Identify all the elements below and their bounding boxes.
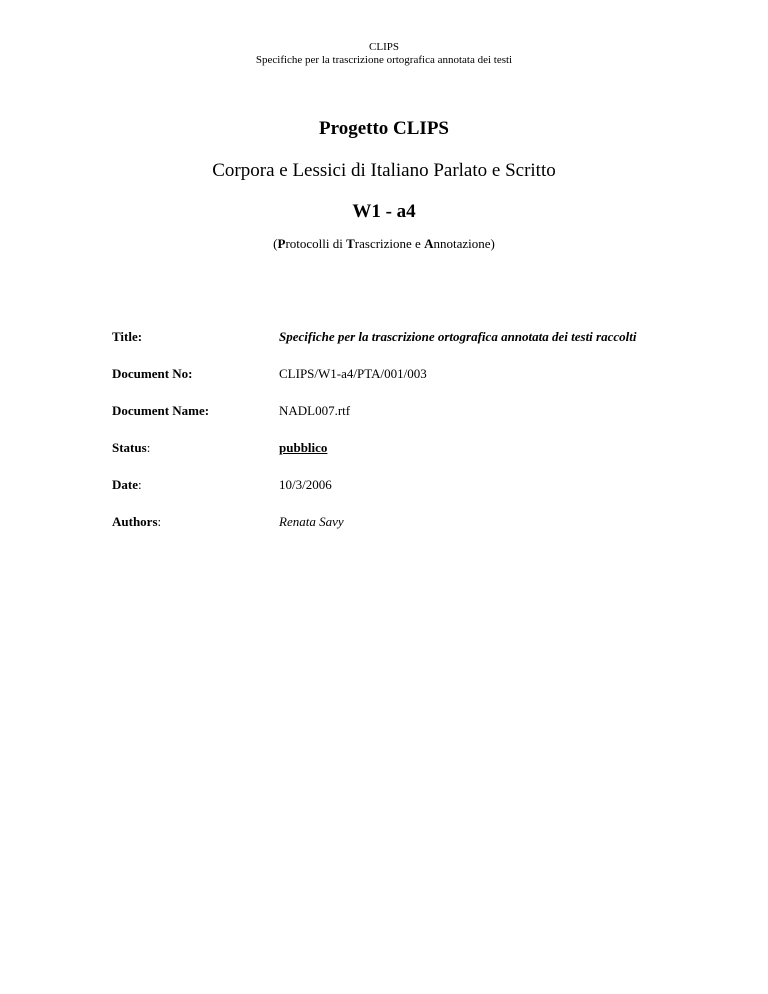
protocol-initial-t: T — [346, 236, 355, 251]
field-value-document-name: NADL007.rtf — [279, 403, 351, 418]
field-label-document-no: Document No: — [112, 366, 193, 381]
header-project: CLIPS — [369, 41, 399, 53]
field-row-authors — [112, 514, 712, 530]
field-value-authors: Renata Savy — [279, 514, 344, 529]
document-metadata-table — [112, 329, 712, 551]
work-package-code: W1 - a4 — [352, 201, 416, 222]
status-label-colon: : — [146, 440, 151, 455]
authors-label-text: Authors — [112, 514, 158, 529]
field-row-title — [112, 329, 712, 345]
field-label-status — [112, 440, 272, 456]
header-document-title: Specifiche per la trascrizione ortografica annotata dei testi — [255, 54, 513, 66]
protocol-text-2: rascrizione e — [354, 236, 425, 251]
document-title: Progetto CLIPS — [319, 118, 449, 139]
authors-label-colon: : — [157, 514, 162, 529]
field-row-document-no — [112, 366, 712, 382]
field-label-date — [112, 477, 272, 493]
field-label-authors — [112, 514, 272, 530]
protocol-initial-a: A — [424, 236, 434, 251]
field-row-document-name — [112, 403, 712, 419]
field-row-date — [112, 477, 712, 493]
document-subtitle: Corpora e Lessici di Italiano Parlato e Scritto — [212, 160, 556, 181]
protocol-open-paren: ( — [273, 236, 278, 251]
field-value-status: pubblico — [279, 440, 328, 455]
protocol-initial-p: P — [277, 236, 286, 251]
date-label-text: Date — [112, 477, 138, 492]
field-label-title: Title: — [112, 329, 143, 344]
status-label-text: Status — [112, 440, 147, 455]
field-label-document-name: Document Name: — [112, 403, 210, 418]
date-label-colon: : — [138, 477, 142, 492]
field-value-title: Specifiche per la trascrizione ortografica annotata dei testi raccolti — [279, 329, 637, 344]
field-value-date: 10/3/2006 — [279, 477, 332, 492]
page-header — [0, 41, 768, 67]
field-row-status — [112, 440, 712, 456]
protocol-text-1: rotocolli di — [285, 236, 347, 251]
protocol-text-3: nnotazione) — [433, 236, 495, 251]
field-value-document-no: CLIPS/W1-a4/PTA/001/003 — [279, 366, 427, 381]
protocol-description — [0, 236, 768, 252]
